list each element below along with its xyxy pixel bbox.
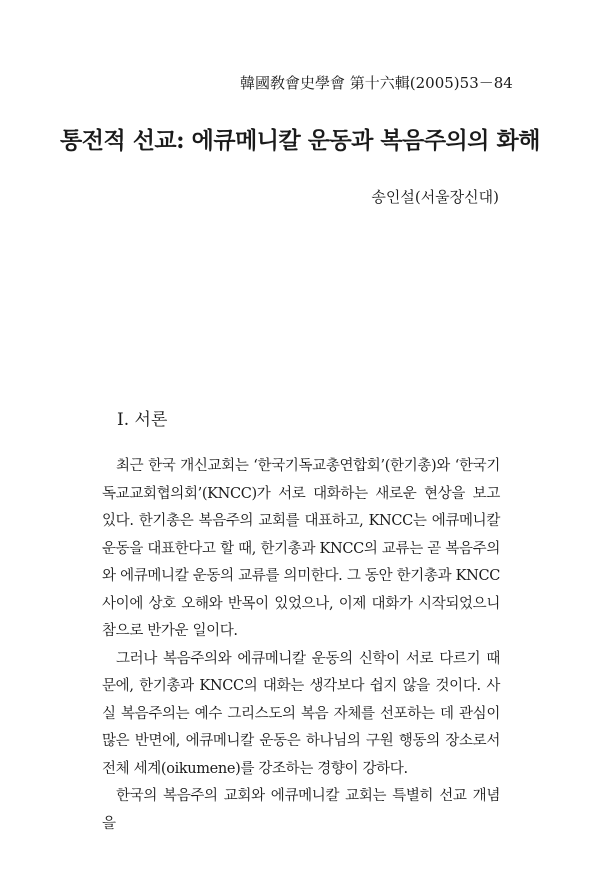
running-header [240,72,513,93]
paragraph: 한국의 복음주의 교회와 에큐메니칼 교회는 특별히 선교 개념을 [102,788,500,832]
page-range: 53－84 [459,74,513,92]
paragraph: 그러나 복음주의와 에큐메니칼 운동의 신학이 서로 다르기 때문에, 한기총과 KNCC의 대화는 생각보다 쉽지 않을 것이다. 사실 복음주의는 예수 그리스도의 복음 자체를 선포하는 데 관심이 많은 반면에, 에큐메니칼 운동은 하나님의 구원 행동의 장소로서 전체 세계(oikumene)를 강조하는 경향이 강하다. [102,650,500,777]
section-heading: I. 서론 [117,410,168,430]
journal-info: 韓國敎會史學會 第十六輯(2005) [240,74,460,92]
paragraph: 최근 한국 개신교회는 ‘한국기독교총연합회’(한기총)와 ‘한국기독교교회협의회’(KNCC)가 서로 대화하는 새로운 현상을 보고 있다. 한기총은 복음주의 교회를 대표하고, KNCC는 에큐메니칼 운동을 대표한다고 할 때, 한기총과 KNCC의 교류는 곧 복음주의와 에큐메니칼 운동의 교류를 의미한다. 그 동안 한기총과 KNCC 사이에 상호 오해와 반목이 있었으나, 이제 대화가 시작되었으니 참으로 반가운 일이다. [102,458,500,639]
author-affiliation: 송인설(서울장신대) [371,188,499,206]
body-text [102,453,500,838]
article-title: 통전적 선교: 에큐메니칼 운동과 복음주의의 화해 [60,127,540,154]
